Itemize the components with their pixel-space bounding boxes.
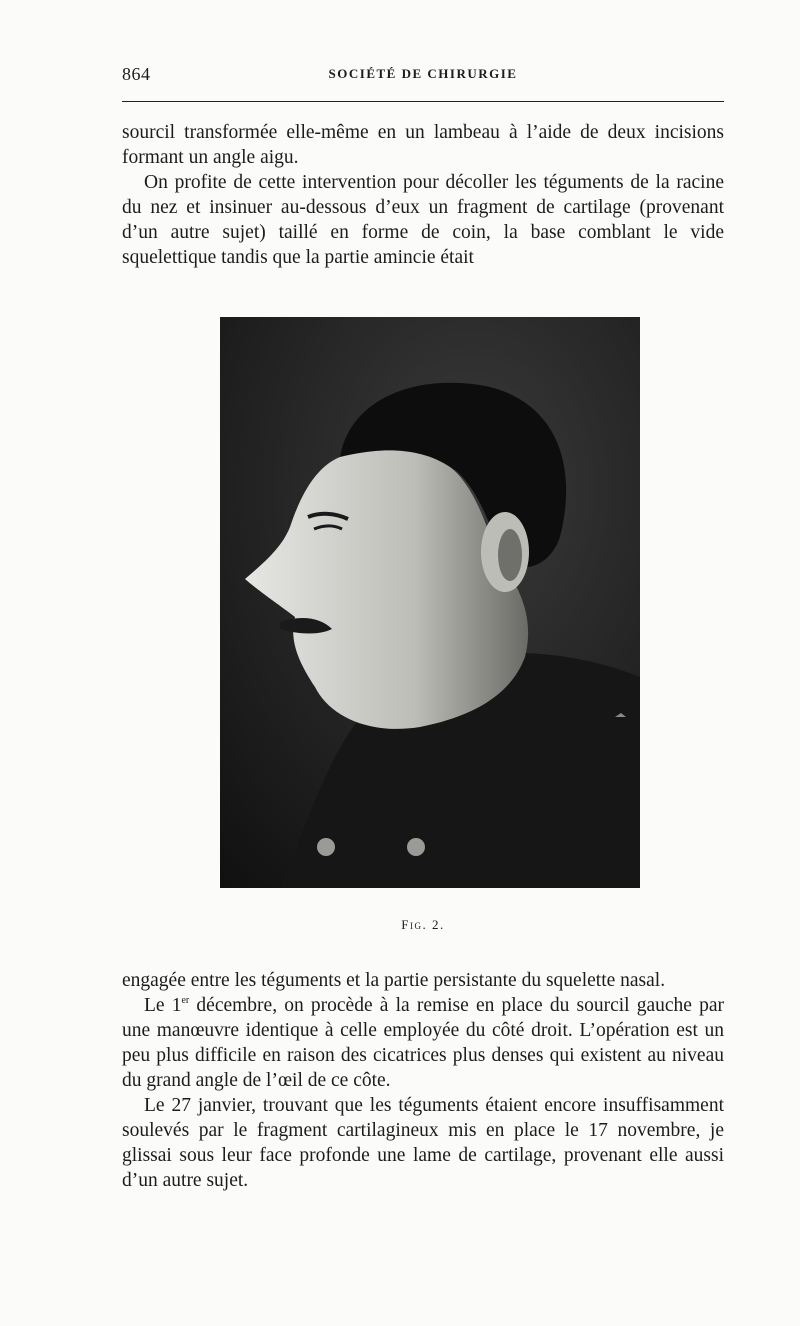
figure-caption: Fig. 2. <box>401 917 445 932</box>
body-text-top <box>122 120 724 270</box>
running-head: SOCIÉTÉ DE CHIRURGIE <box>328 66 518 81</box>
ordinal-superscript: er <box>181 995 190 1006</box>
header-rule <box>122 101 724 102</box>
paragraph: sourcil transformée elle-même en un lambeau à l’aide de deux incisions formant un angle aigu. <box>122 122 724 168</box>
paragraph <box>122 993 724 1093</box>
paragraph: Le 27 janvier, trouvant que les téguments étaient encore insuffisamment soulevés par le fragment cartilagineux mis en place le 17 novembre, je glissai sous leur face profonde une lame de cartilage, provenant elle aussi d’un autre sujet. <box>122 1095 724 1191</box>
page-number: 864 <box>122 64 151 84</box>
portrait-photograph <box>220 317 640 888</box>
paragraph-rest: décembre, on procède à la remise en place du sourcil gauche par une manœuvre identique à celle employée du côté droit. L’opération est un peu plus difficile en raison des cicatrices plus denses qui existent au niveau du grand angle de l’œil de ce côte. <box>122 995 724 1091</box>
photo-illustration <box>220 317 640 888</box>
body-text-bottom <box>122 968 724 1193</box>
paragraph-prefix: Le 1 <box>144 995 182 1016</box>
page-header <box>122 64 724 90</box>
paragraph: On profite de cette intervention pour décoller les téguments de la racine du nez et insinuer au-dessous d’eux un fragment de cartilage (provenant d’un autre sujet) taillé en forme de coin, la base comblant le vide squelettique tandis que la partie amincie était <box>122 172 724 268</box>
paragraph: engagée entre les téguments et la partie persistante du squelette nasal. <box>122 970 666 991</box>
